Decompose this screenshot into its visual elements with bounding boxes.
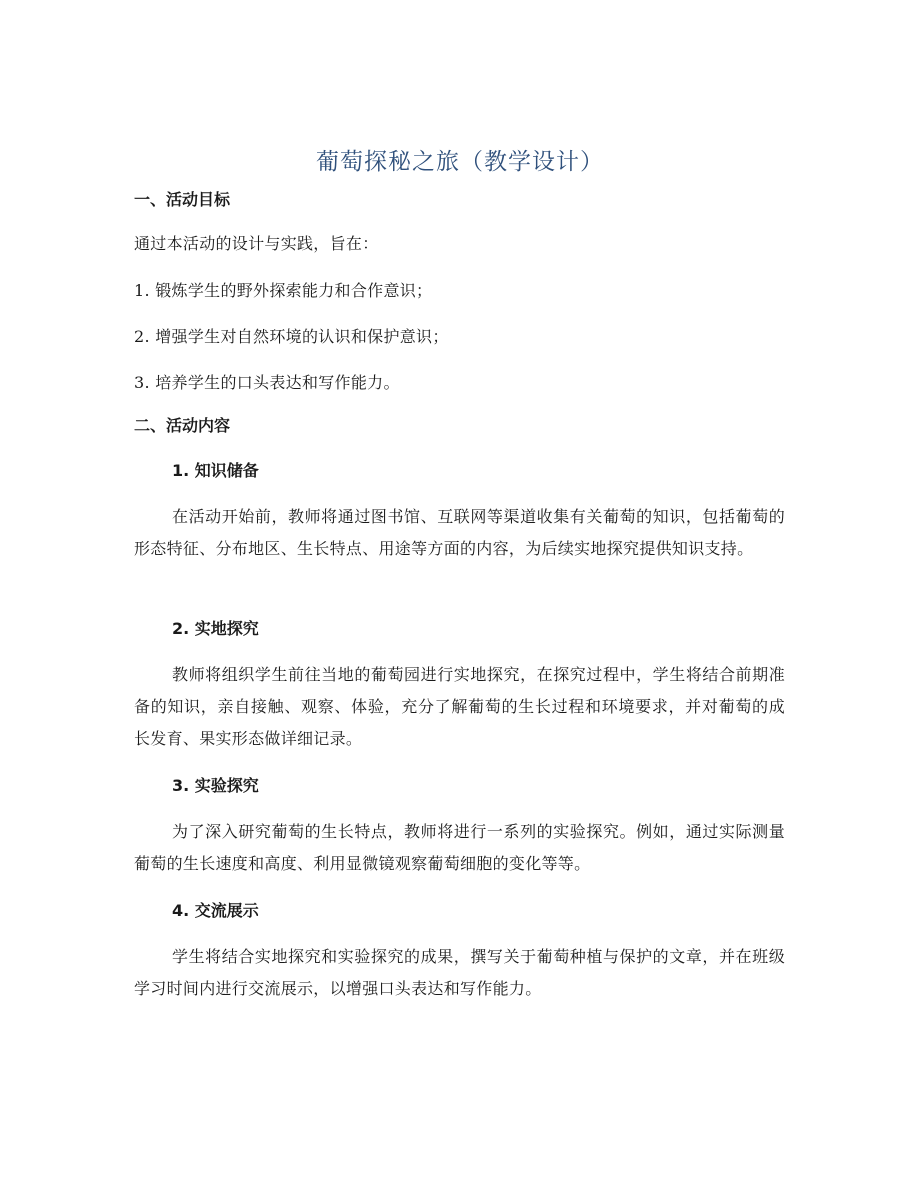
subsection-heading-knowledge: 1. 知识储备	[172, 461, 259, 480]
objective-item-2: 2. 增强学生对自然环境的认识和保护意识；	[134, 327, 449, 346]
subsection-body-experiment: 为了深入研究葡萄的生长特点，教师将进行一系列的实验探究。例如，通过实际测量葡萄的生长速度和高度、利用显微镜观察葡萄细胞的变化等等。	[134, 822, 785, 873]
document-title: 葡萄探秘之旅（教学设计）	[316, 149, 604, 175]
objective-item-1: 1. 锻炼学生的野外探索能力和合作意识；	[134, 281, 433, 300]
subsection-heading-experiment: 3. 实验探究	[172, 776, 259, 795]
section-heading-objectives: 一、活动目标	[134, 190, 231, 209]
objective-item-3: 3. 培养学生的口头表达和写作能力。	[134, 373, 400, 392]
section-heading-content: 二、活动内容	[134, 416, 231, 435]
subsection-body-field: 教师将组织学生前往当地的葡萄园进行实地探究，在探究过程中，学生将结合前期准备的知识，亲自接触、观察、体验，充分了解葡萄的生长过程和环境要求，并对葡萄的成长发育、果实形态做详细记录。	[134, 665, 785, 748]
subsection-heading-field: 2. 实地探究	[172, 619, 259, 638]
subsection-heading-exchange: 4. 交流展示	[172, 901, 259, 920]
objectives-intro: 通过本活动的设计与实践，旨在：	[134, 234, 379, 253]
subsection-body-exchange: 学生将结合实地探究和实验探究的成果，撰写关于葡萄种植与保护的文章，并在班级学习时间内进行交流展示，以增强口头表达和写作能力。	[134, 947, 785, 998]
subsection-body-knowledge: 在活动开始前，教师将通过图书馆、互联网等渠道收集有关葡萄的知识，包括葡萄的形态特征、分布地区、生长特点、用途等方面的内容，为后续实地探究提供知识支持。	[134, 507, 785, 558]
